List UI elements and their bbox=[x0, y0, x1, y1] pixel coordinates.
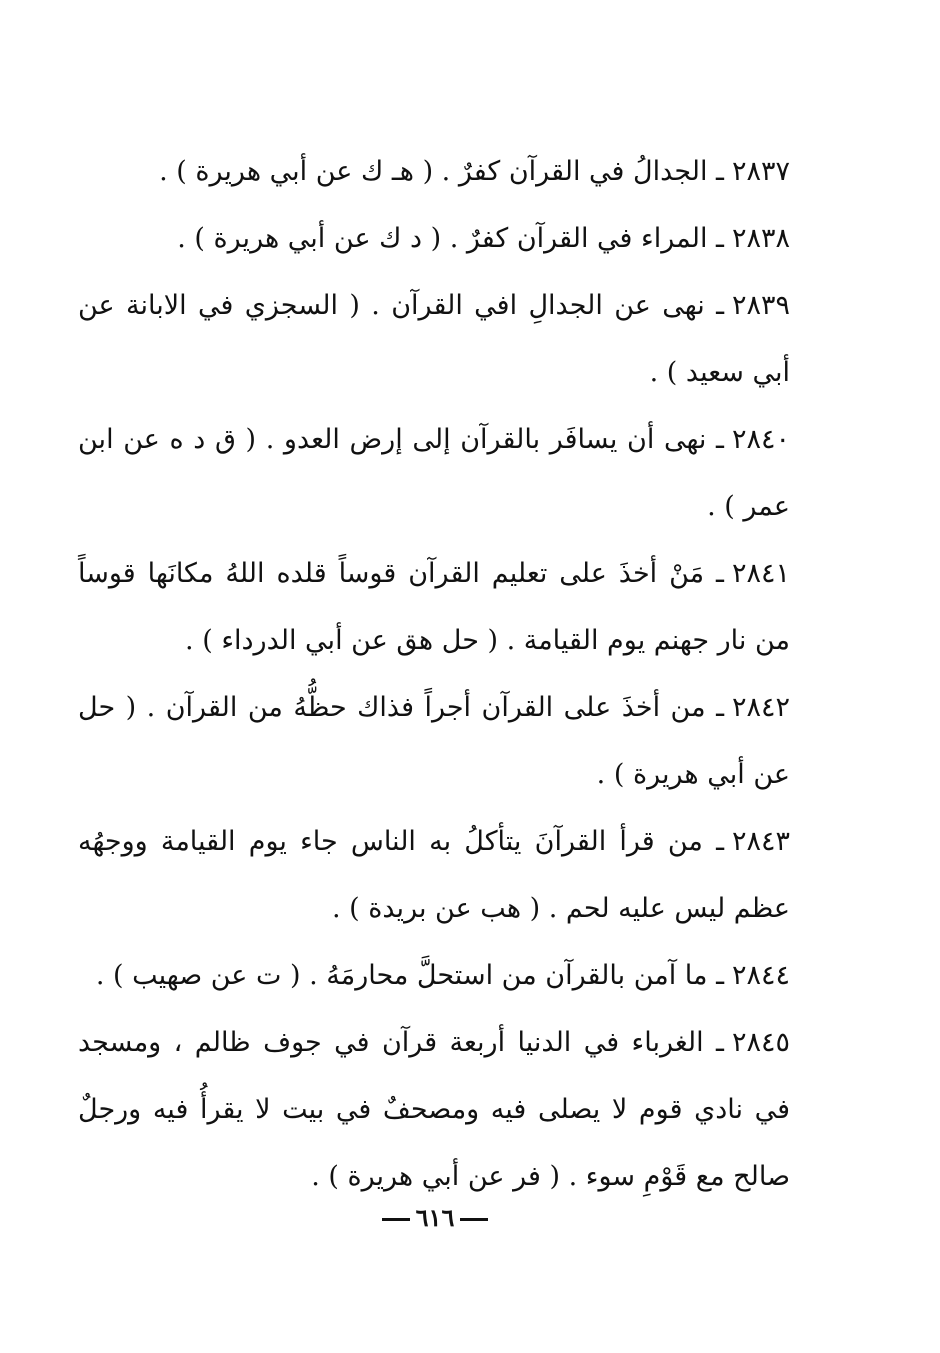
hadith-entry bbox=[78, 138, 790, 205]
dash-divider bbox=[460, 1218, 488, 1221]
page-number: ٦١٦ bbox=[415, 1203, 455, 1232]
hadith-entry bbox=[78, 1009, 790, 1210]
hadith-number: ٢٨٤٣ bbox=[731, 826, 790, 857]
hadith-number: ٢٨٤١ bbox=[731, 558, 790, 589]
hadith-list bbox=[78, 138, 790, 1210]
hadith-number: ٢٨٣٨ bbox=[731, 223, 790, 254]
page-number-footer bbox=[0, 1203, 870, 1232]
hadith-entry bbox=[78, 674, 790, 808]
hadith-entry bbox=[78, 205, 790, 272]
hadith-number: ٢٨٣٩ bbox=[731, 290, 790, 321]
hadith-entry bbox=[78, 942, 790, 1009]
hadith-text: ـ نهى عن الجدالِ افي القرآن . ( السجزي في الابانة عن أبي سعيد ) . bbox=[78, 290, 790, 388]
hadith-text: ـ من قرأ القرآنَ يتأكلُ به الناس جاء يوم القيامة ووجهُه عظم ليس عليه لحم . ( هب عن بريدة ) . bbox=[78, 826, 790, 924]
hadith-text: ـ من أخذَ على القرآن أجراً فذاك حظُّهُ من القرآن . ( حل عن أبي هريرة ) . bbox=[78, 692, 790, 790]
dash-divider bbox=[382, 1218, 410, 1221]
hadith-text: ـ المراء في القرآن كفرٌ . ( د ك عن أبي هريرة ) . bbox=[177, 223, 724, 254]
hadith-number: ٢٨٤٥ bbox=[731, 1027, 790, 1058]
hadith-number: ٢٨٣٧ bbox=[731, 156, 790, 187]
hadith-number: ٢٨٤٢ bbox=[731, 692, 790, 723]
hadith-number: ٢٨٤٠ bbox=[731, 424, 790, 455]
hadith-entry bbox=[78, 406, 790, 540]
hadith-text: ـ ما آمن بالقرآن من استحلَّ محارمَهُ . ( ت عن صهيب ) . bbox=[95, 960, 724, 991]
hadith-entry bbox=[78, 272, 790, 406]
hadith-text: ـ نهى أن يسافَر بالقرآن إلى إرض العدو . ( ق د ه عن ابن عمر ) . bbox=[78, 424, 790, 522]
hadith-number: ٢٨٤٤ bbox=[731, 960, 790, 991]
hadith-text: ـ مَنْ أخذَ على تعليم القرآن قوساً قلده اللهُ مكانَها قوساً من نار جهنم يوم القيامة . ( حل هق عن أبي الدرداء ) . bbox=[78, 558, 790, 656]
hadith-entry bbox=[78, 540, 790, 674]
hadith-text: ـ الجدالُ في القرآن كفرٌ . ( هـ ك عن أبي هريرة ) . bbox=[159, 156, 724, 187]
hadith-text: ـ الغرباء في الدنيا أربعة قرآن في جوف ظالم ، ومسجد في نادي قوم لا يصلى فيه ومصحفٌ في بيت لا يقرأُ فيه ورجلٌ صالح مع قَوْمِ سوء . ( فر عن أبي هريرة ) . bbox=[78, 1027, 790, 1192]
hadith-entry bbox=[78, 808, 790, 942]
